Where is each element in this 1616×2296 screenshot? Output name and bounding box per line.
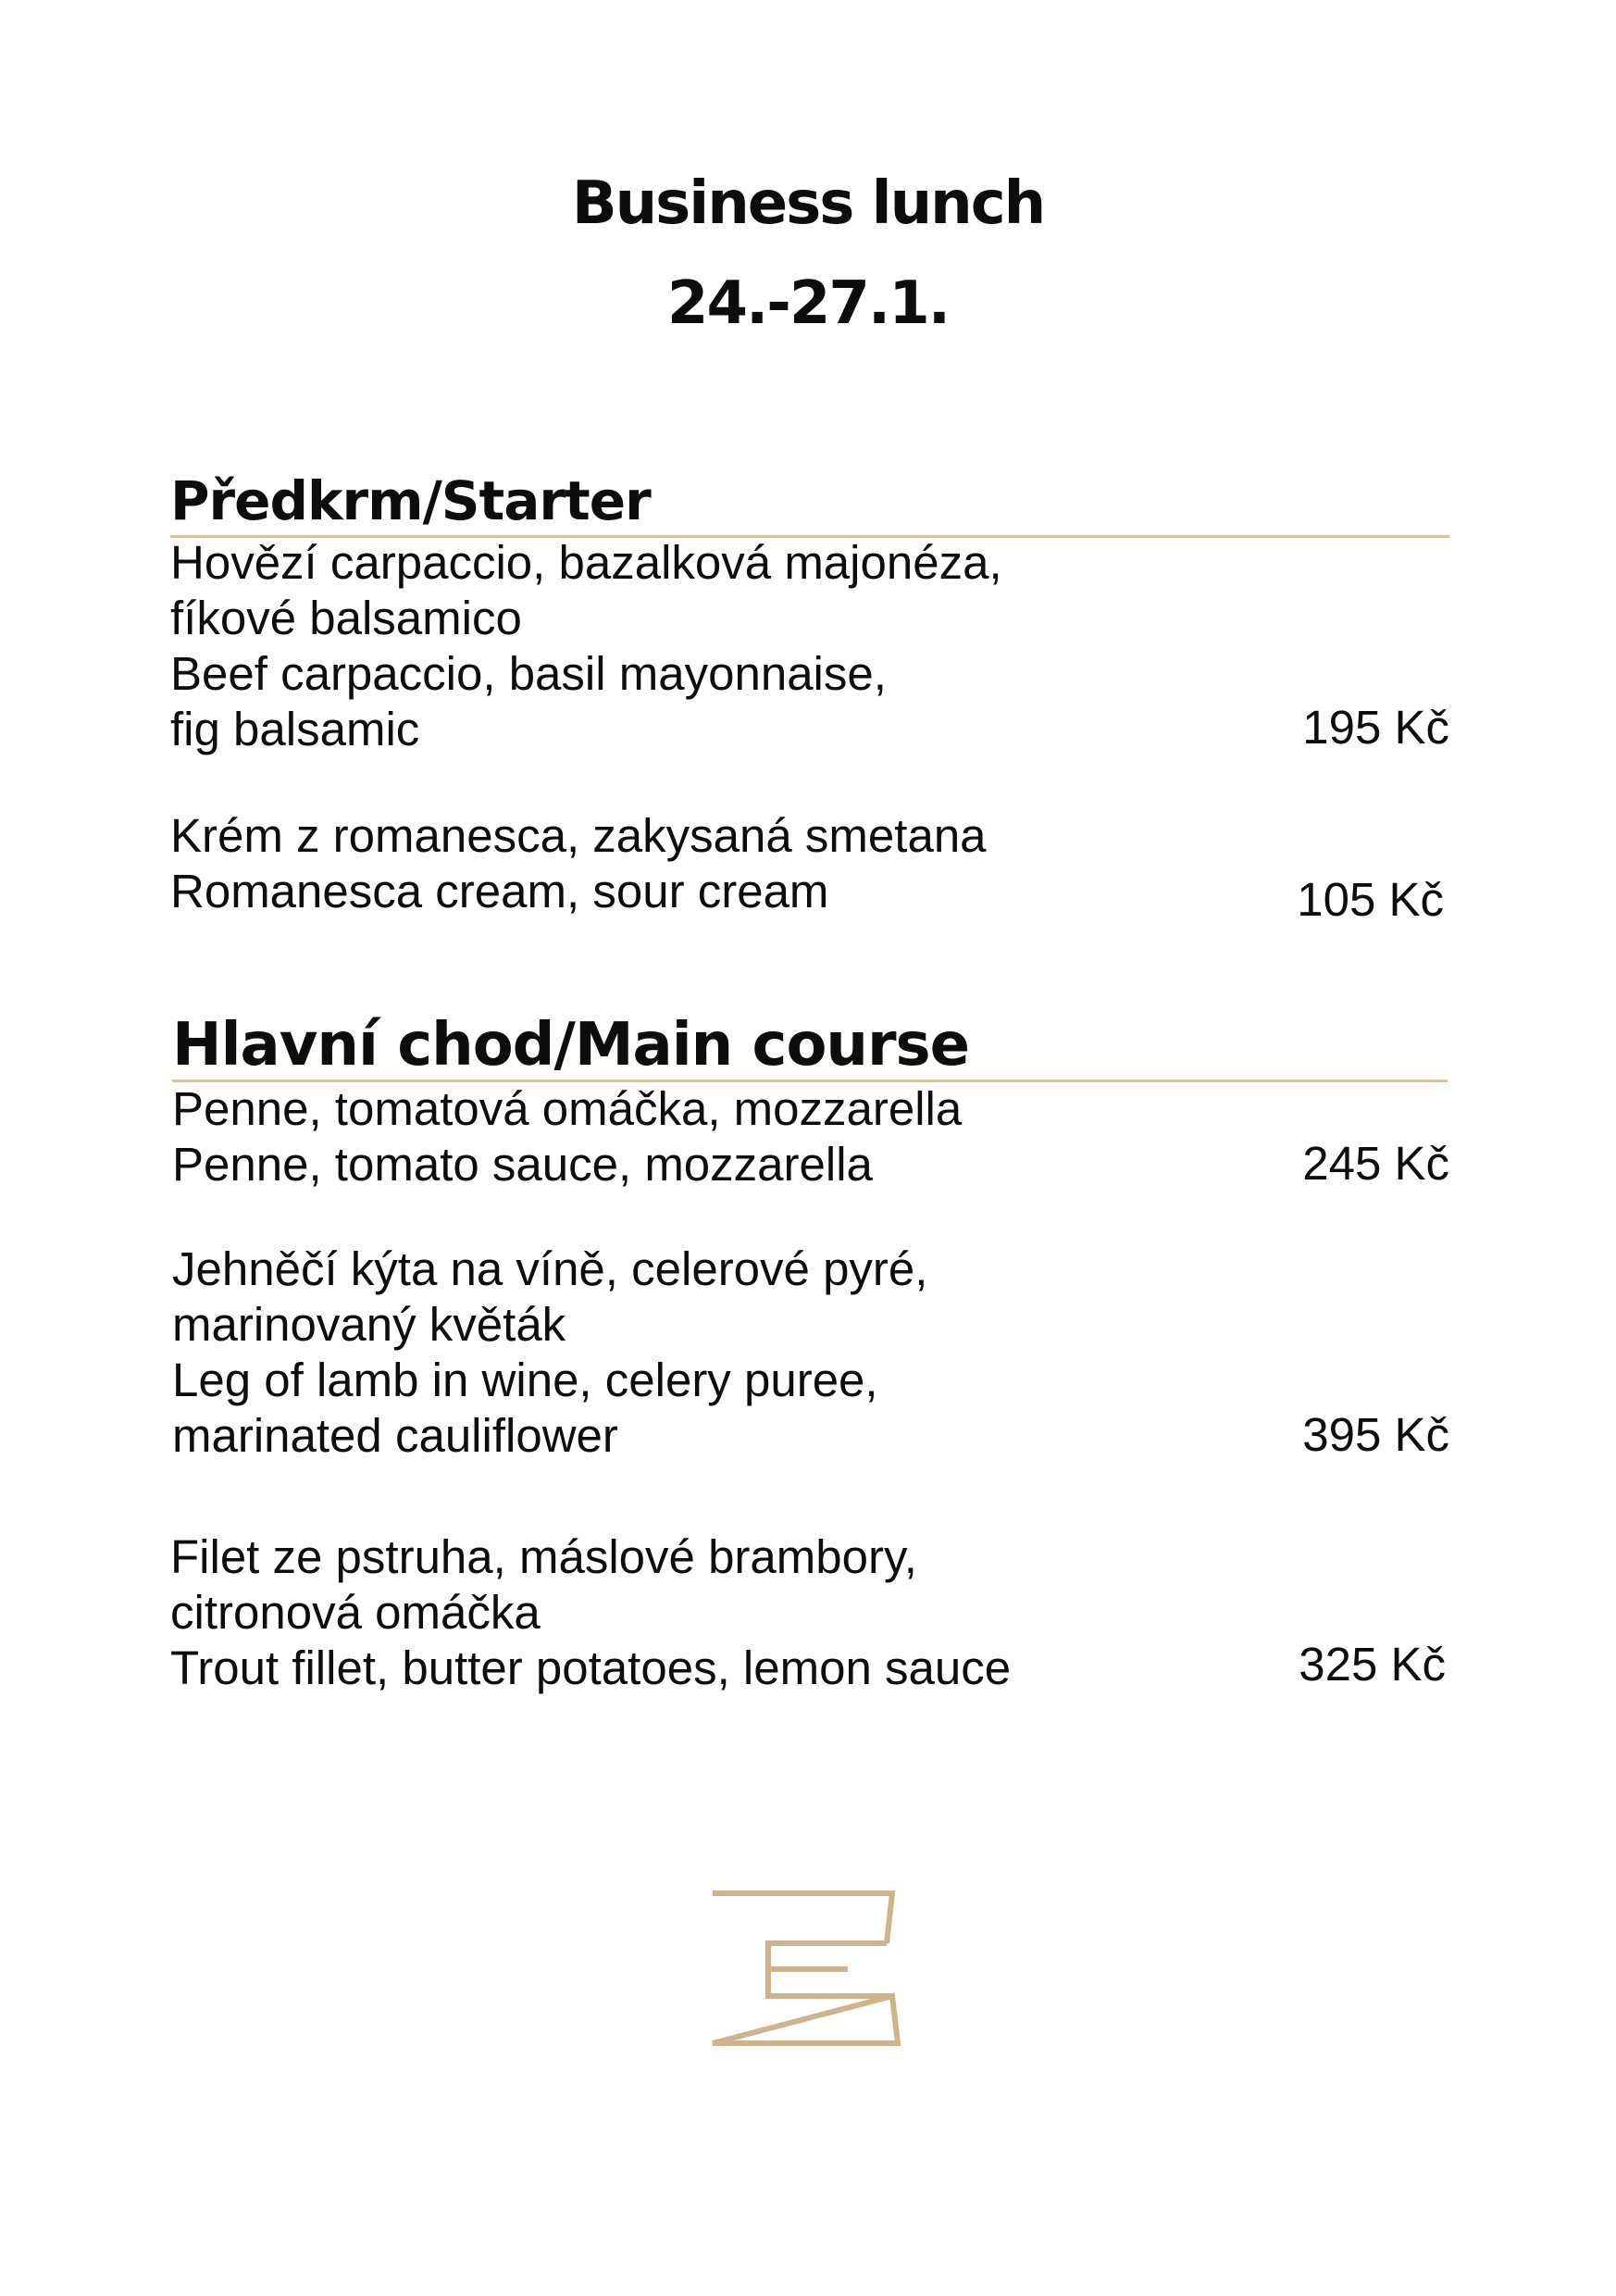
item-line: citronová omáčka <box>170 1586 541 1639</box>
section-heading-main-course: Hlavní chod/Main course <box>172 1011 970 1079</box>
restaurant-monogram-icon <box>710 1890 901 2046</box>
item-line: marinovaný květák <box>172 1298 566 1351</box>
menu-dates: 24.-27.1. <box>666 269 950 338</box>
item-line: Romanesca cream, sour cream <box>170 865 829 917</box>
item-price: 395 Kč <box>1302 1408 1449 1461</box>
item-line: Penne, tomato sauce, mozzarella <box>172 1138 873 1191</box>
item-line: Beef carpaccio, basil mayonnaise, <box>170 647 887 700</box>
item-line: fig balsamic <box>170 703 420 755</box>
item-line: Jehněčí kýta na víně, celerové pyré, <box>172 1242 928 1295</box>
item-price: 105 Kč <box>1297 873 1444 926</box>
menu-item-leg-of-lamb <box>172 1242 1135 1464</box>
item-line: Krém z romanesca, zakysaná smetana <box>170 809 987 862</box>
item-line: fíkové balsamico <box>170 592 522 644</box>
item-line: Filet ze pstruha, máslové brambory, <box>170 1530 917 1583</box>
menu-item-trout-fillet <box>170 1529 1133 1696</box>
item-line: Hovězí carpaccio, bazalková majonéza, <box>170 536 1002 589</box>
section-heading-starter: Předkrm/Starter <box>170 469 651 532</box>
menu-item-penne <box>172 1081 1135 1192</box>
item-line: Penne, tomatová omáčka, mozzarella <box>172 1082 963 1135</box>
item-line: marinated cauliflower <box>172 1409 618 1462</box>
menu-item-romanesca-cream <box>170 808 1133 919</box>
item-line: Leg of lamb in wine, celery puree, <box>172 1354 878 1406</box>
menu-title: Business lunch <box>571 169 1045 238</box>
item-price: 325 Kč <box>1299 1638 1446 1691</box>
item-line: Trout fillet, butter potatoes, lemon sauce <box>170 1641 1012 1694</box>
item-price: 195 Kč <box>1302 701 1449 754</box>
item-price: 245 Kč <box>1302 1137 1449 1190</box>
menu-item-beef-carpaccio <box>170 535 1133 757</box>
